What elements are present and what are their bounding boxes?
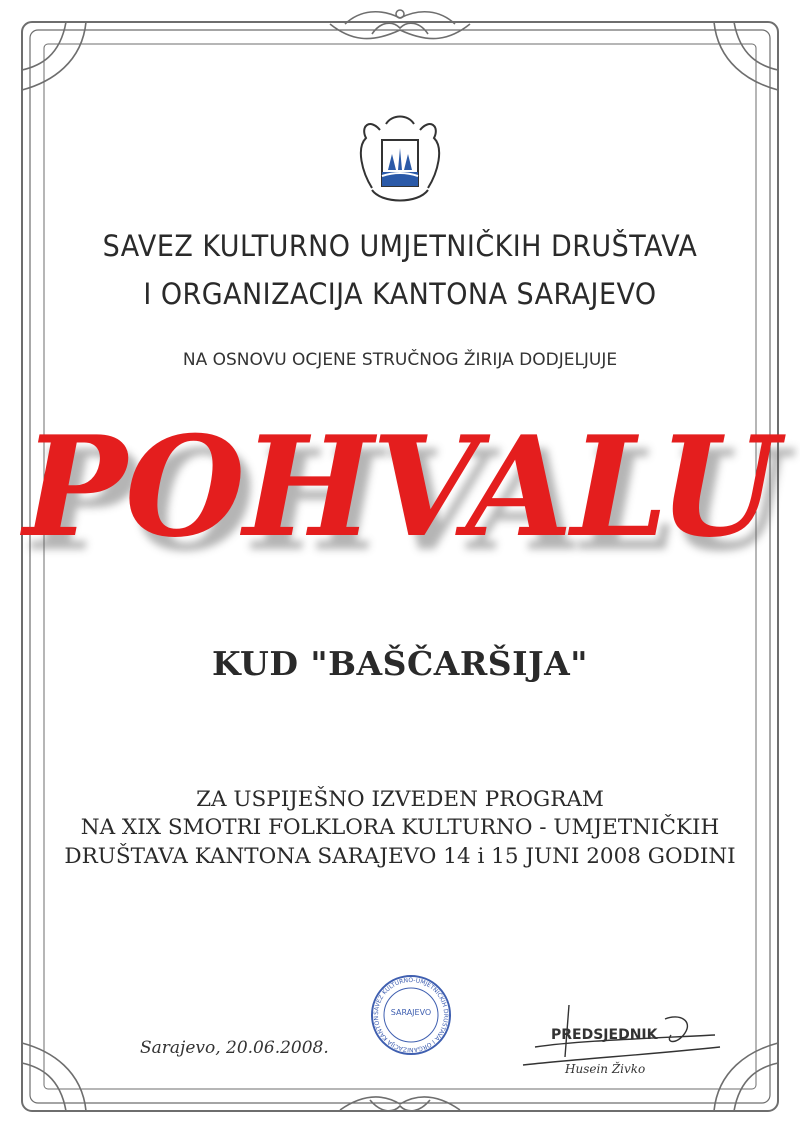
signatory-name: Husein Živko	[565, 1062, 646, 1076]
official-stamp	[370, 974, 452, 1056]
stamp-ring-text: SAVEZ KULTURNO-UMJETNIČKIH DRUŠTAVA I ORGANIZACIJA KANTON	[372, 976, 450, 1054]
crest-emblem	[352, 112, 448, 212]
award-title: POHVALU	[23, 405, 777, 568]
organization-name-line1: SAVEZ KULTURNO UMJETNIČKIH DRUŠTAVA	[102, 229, 698, 263]
award-reason-line3: DRUŠTAVA KANTONA SARAJEVO 14 i 15 JUNI 2008 GODINI	[64, 844, 736, 869]
signatory-title: PREDSJEDNIK	[551, 1027, 658, 1043]
top-ornament	[330, 10, 470, 39]
award-subtitle: NA OSNOVU OCJENE STRUČNOG ŽIRIJA DODJELJUJE	[182, 350, 618, 370]
award-reason-line2: NA XIX SMOTRI FOLKLORA KULTURNO - UMJETNIČKIH	[80, 815, 720, 840]
award-reason-line1: ZA USPIJEŠNO IZVEDEN PROGRAM	[196, 787, 604, 812]
recipient-name: KUD "BAŠČARŠIJA"	[212, 644, 588, 683]
organization-name-line2: I ORGANIZACIJA KANTONA SARAJEVO	[143, 277, 657, 311]
issue-date: Sarajevo, 20.06.2008.	[140, 1038, 329, 1058]
stamp-center-text: SARAJEVO	[390, 1008, 432, 1017]
bottom-ornament	[340, 1097, 460, 1111]
